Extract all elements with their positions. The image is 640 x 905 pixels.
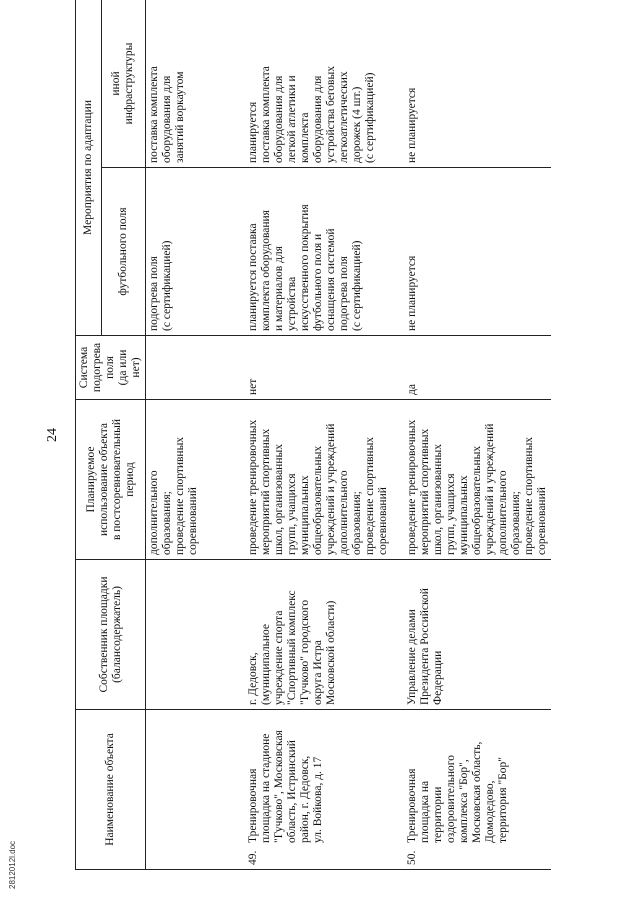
table-header-row: [76, 0, 102, 870]
cell-name: [245, 710, 392, 870]
page-number: 24: [45, 428, 60, 442]
cell-usage: дополнительного образования; проведение спортивных соревнований: [146, 400, 246, 560]
cell-football: подогрева поля (с сертификацией): [146, 168, 246, 336]
table-row: [392, 0, 551, 870]
document-id: 2812012l.doc: [8, 840, 17, 889]
adaptation-table: [75, 0, 551, 870]
cell-usage: проведение тренировочных мероприятий спортивных школ, организованных групп, учащихся муниципальных общеобразовательных учреждений и учреждений дополнительного образования; проведение спортивных соревнований: [245, 400, 392, 560]
header-usage: Планируемое использование объекта в постсоревновательный период: [76, 400, 146, 560]
cell-other: не планируется: [392, 0, 551, 168]
header-heating: Система подогрева поля (да или нет): [76, 336, 146, 400]
cell-name: [146, 710, 246, 870]
header-other: иной инфраструктуры: [101, 0, 145, 168]
row-number: 50.: [406, 850, 418, 865]
row-number: 49.: [247, 850, 259, 865]
cell-heating: нет: [245, 336, 392, 400]
table-row: [146, 0, 246, 870]
object-name: Тренировочная площадка на территории оздоровительного комплекса "Бор", Московская область, Домодедово, территория "Бор": [406, 741, 509, 843]
table-row: [245, 0, 392, 870]
cell-other: поставка комплекта оборудования для занятий воркаутом: [146, 0, 246, 168]
cell-usage: проведение тренировочных мероприятий спортивных школ, организованных групп, учащихся муниципальных общеобразовательных учреждений и учреждений дополнительного образования; проведение спортивных соревнований: [392, 400, 551, 560]
cell-owner: Управление делами Президента Российской Федерации: [392, 560, 551, 710]
rotated-page-content: [35, 0, 585, 870]
cell-heating: [146, 336, 246, 400]
cell-name: [392, 710, 551, 870]
cell-owner: [146, 560, 246, 710]
header-adaptation: Мероприятия по адаптации: [76, 0, 102, 336]
cell-football: планируется поставка комплекта оборудования и материалов для устройства искусственного покрытия футбольного поля и оснащения системой подогрева поля (с сертификацией): [245, 168, 392, 336]
cell-other: планируется поставка комплекта оборудования для легкой атлетики и комплекта оборудования для устройства беговых легкоатлетических дорожек (4 шт.) (с сертификацией): [245, 0, 392, 168]
cell-heating: да: [392, 336, 551, 400]
cell-football: не планируется: [392, 168, 551, 336]
object-name: Тренировочная площадка на стадионе "Гучково", Московская область, Истринский район, г. Дедовск, ул. Войкова, д. 17: [247, 730, 324, 843]
header-name: Наименование объекта: [76, 710, 146, 870]
header-owner: Собственник площадки (балансодержатель): [76, 560, 146, 710]
header-football: футбольного поля: [101, 168, 145, 336]
cell-owner: г. Дедовск, (муниципальное учреждение спорта "Спортивный комплекс "Гучково" городского округа Истра Московской области): [245, 560, 392, 710]
